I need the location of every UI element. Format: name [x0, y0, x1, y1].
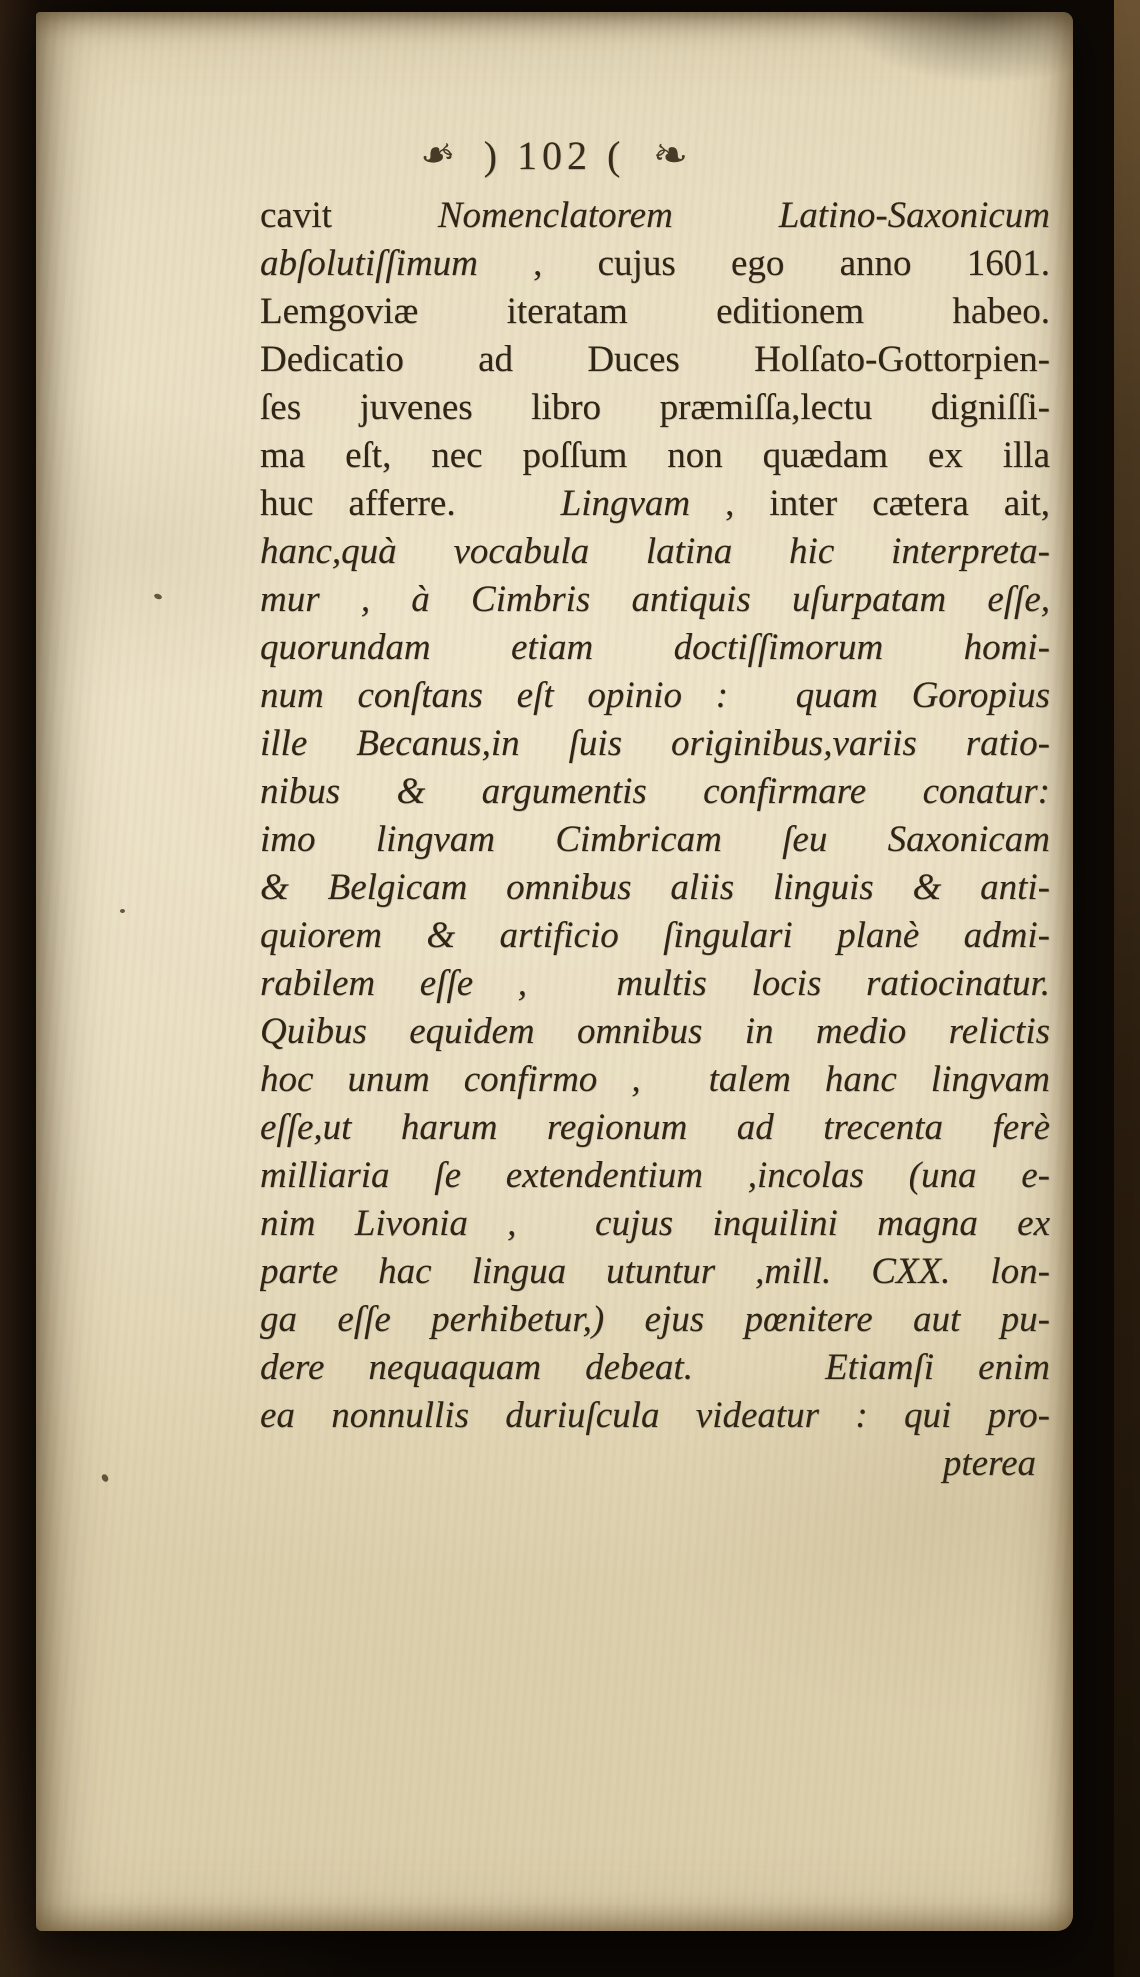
text-segment: , cujus ego anno 1601. [477, 243, 1050, 284]
text-line: ga eſſe perhibetur,) ejus pœnitere aut pu- [260, 1299, 1050, 1340]
ink-speck [120, 909, 125, 913]
text-line: Quibus equidem omnibus in medio relictis [260, 1011, 1050, 1052]
text-line: hoc unum confirmo , talem hanc lingvam [260, 1059, 1050, 1100]
text-segment: cavit [260, 195, 438, 236]
text-line: imo lingvam Cimbricam ſeu Saxonicam [260, 819, 1050, 860]
text-line: quorundam etiam doctiſſimorum homi- [260, 627, 1050, 668]
text-segment: huc afferre. [260, 483, 456, 524]
text-line: nim Livonia , cujus inquilini magna ex [260, 1203, 1050, 1244]
fleuron-ornament-right-icon: ❧ [650, 127, 692, 182]
text-line: rabilem eſſe , multis locis ratiocinatur. [260, 963, 1050, 1004]
text-line [260, 480, 1050, 528]
text-line: ille Becanus,in ſuis originibus,variis ratio- [260, 723, 1050, 764]
text-segment: Nomenclatorem Latino-Saxonicum [437, 195, 1050, 236]
book-page [36, 12, 1073, 1931]
text-line: Lemgoviæ iteratam editionem habeo. [260, 291, 1050, 332]
text-line: & Belgicam omnibus aliis linguis & anti- [260, 867, 1050, 908]
catchword: pterea [942, 1443, 1036, 1484]
text-segment: abſolutiſſimum [260, 243, 478, 284]
text-line: Dedicatio ad Duces Holſato-Gottorpien- [260, 339, 1050, 380]
fleuron-ornament-left-icon: ❧ [415, 126, 461, 183]
text-line: ſes juvenes libro præmiſſa,lectu digniſſi- [260, 387, 1050, 428]
page-header [36, 12, 1073, 186]
text-block [260, 192, 1050, 1488]
text-line: hanc,quà vocabula latina hic interpreta- [260, 531, 1050, 572]
text-line: ea nonnullis duriuſcula videatur : qui pro- [260, 1395, 1050, 1436]
ink-speck [153, 593, 162, 600]
page-number: ) 102 ( [483, 132, 626, 178]
text-line: mur , à Cimbris antiquis uſurpatam eſſe, [260, 579, 1050, 620]
text-line: parte hac lingua utuntur ,mill. CXX. lon- [260, 1251, 1050, 1292]
text-line [260, 240, 1050, 288]
text-line [260, 192, 1050, 240]
text-segment: Lingvam [455, 483, 691, 524]
text-line: eſſe,ut harum regionum ad trecenta ferè [260, 1107, 1050, 1148]
text-segment: , inter cætera ait, [690, 483, 1050, 524]
book-cover-edge [1114, 0, 1140, 1977]
text-line: dere nequaquam debeat. Etiamſi enim [260, 1347, 1050, 1388]
ink-speck [100, 1473, 109, 1483]
text-line: milliaria ſe extendentium ,incolas (una e- [260, 1155, 1050, 1196]
text-line: quiorem & artificio ſingulari planè admi- [260, 915, 1050, 956]
text-line: nibus & argumentis confirmare conatur: [260, 771, 1050, 812]
text-line: num conſtans eſt opinio : quam Goropius [260, 675, 1050, 716]
text-line: ma eſt, nec poſſum non quædam ex illa [260, 435, 1050, 476]
